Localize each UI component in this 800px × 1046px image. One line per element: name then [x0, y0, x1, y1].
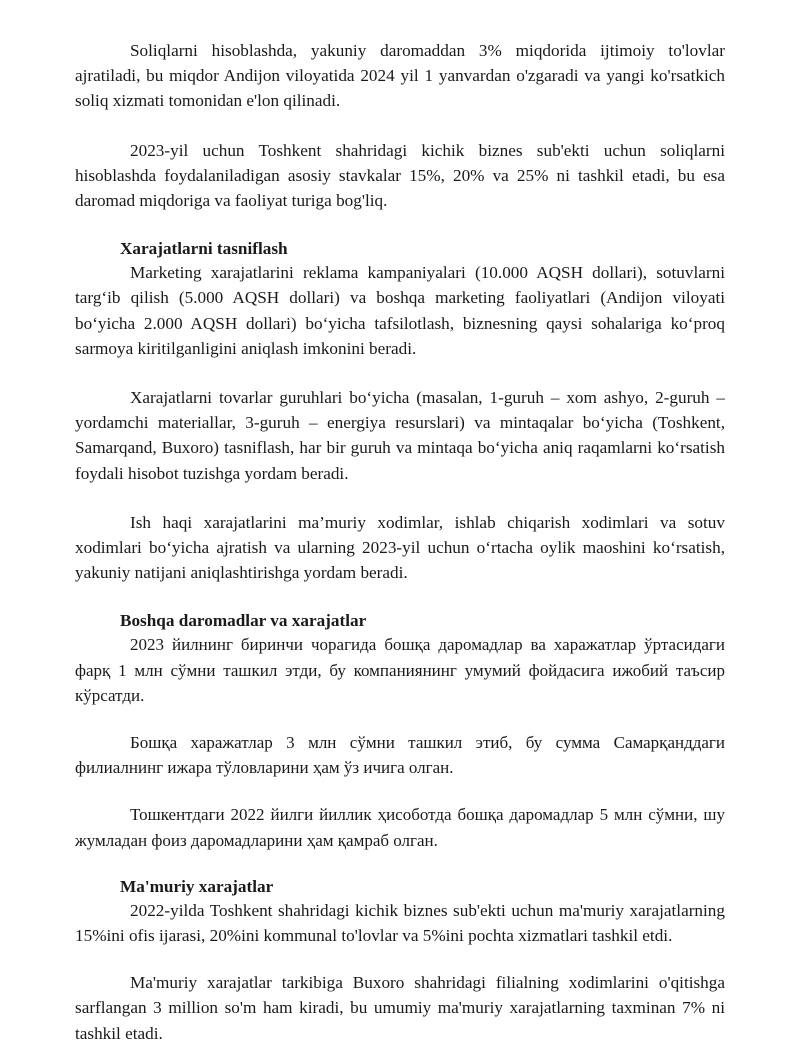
- paragraph-salary-expenses: Ish haqi xarajatlarini ma’muriy xodimlar, ishlab chiqarish xodimlari va sotuv xodimlari bo‘yicha ajratish va ularning 2023-yil uchun o‘rtacha oylik maoshini ko‘rsatish, yakuniy natijani aniqlashtirishga yordam beradi.: [75, 512, 725, 583]
- heading-admin-expenses: Ma'muriy xarajatlar: [120, 876, 274, 896]
- paragraph-tax-rates: 2023-yil uchun Toshkent shahridagi kichik biznes sub'ekti uchun soliqlarni hisoblashda foydalaniladigan asosiy stavkalar 15%, 20% va 25% ni tashkil etadi, bu esa daromad miqdoriga va faoliyat turiga bog'liq.: [75, 140, 725, 211]
- paragraph-q1-difference: 2023 йилнинг биринчи чорагида бошқа даромадлар ва харажатлар ўртасидаги фарқ 1 млн сўмни ташкил этди, бу компаниянинг умумий фойдасига ижобий таъсир кўрсатди.: [75, 635, 725, 705]
- section-other-income: [75, 609, 725, 852]
- paragraph-marketing-expenses: Marketing xarajatlarini reklama kampaniyalari (10.000 AQSH dollari), sotuvlarni targ‘ib qilish (5.000 AQSH dollari) va boshqa marketing faoliyatlari (Andijon viloyati bo‘yicha 2.000 AQSH dollari) bo‘yicha tafsilotlash, biznesning qaysi sohalariga ko‘proq sarmoya kiritilganligini aniqlash imkonini beradi.: [75, 263, 725, 358]
- paragraph-other-expenses: Бошқа харажатлар 3 млн сўмни ташкил этиб, бу сумма Самарқанддаги филиалнинг ижара тўловларини ҳам ўз ичига олган.: [75, 733, 725, 778]
- paragraph-training-costs: Ma'muriy xarajatlar tarkibiga Buxoro shahridagi filialning xodimlarini o'qitishga sarflangan 3 million so'm ham kiradi, bu umumiy ma'muriy xarajatlarning taxminan 7% ni tashkil etadi.: [75, 973, 725, 1043]
- paragraph-goods-groups: Xarajatlarni tovarlar guruhlari bo‘yicha (masalan, 1-guruh – xom ashyo, 2-guruh – yordamchi materiallar, 3-guruh – energiya resurslari) va mintaqalar bo‘yicha (Toshkent, Samarqand, Buxoro) tasniflash, har bir guruh va mintaqa bo‘yicha aniq raqamlarni ko‘rsatish foydali hisobot tuzishga yordam beradi.: [75, 388, 725, 483]
- paragraph-annual-report: Тошкентдаги 2022 йилги йиллик ҳисоботда бошқа даромадлар 5 млн сўмни, шу жумладан фоиз даромадларини ҳам қамраб олган.: [75, 805, 725, 850]
- paragraph-admin-breakdown: 2022-yilda Toshkent shahridagi kichik biznes sub'ekti uchun ma'muriy xarajatlarning 15%ini ofis ijarasi, 20%ini kommunal to'lovlar va 5%ini pochta xizmatlari tashkil etdi.: [75, 900, 725, 946]
- heading-expense-classification: Xarajatlarni tasniflash: [120, 239, 288, 259]
- document-page: [75, 38, 725, 1046]
- paragraph-social-payments: Soliqlarni hisoblashda, yakuniy daromaddan 3% miqdorida ijtimoiy to'lovlar ajratiladi, bu miqdor Andijon viloyatida 2024 yil 1 yanvardan o'zgaradi va yangi ko'rsatkich soliq xizmati tomonidan e'lon qilinadi.: [75, 41, 725, 111]
- heading-other-income-expenses: Boshqa daromadlar va xarajatlar: [120, 611, 367, 631]
